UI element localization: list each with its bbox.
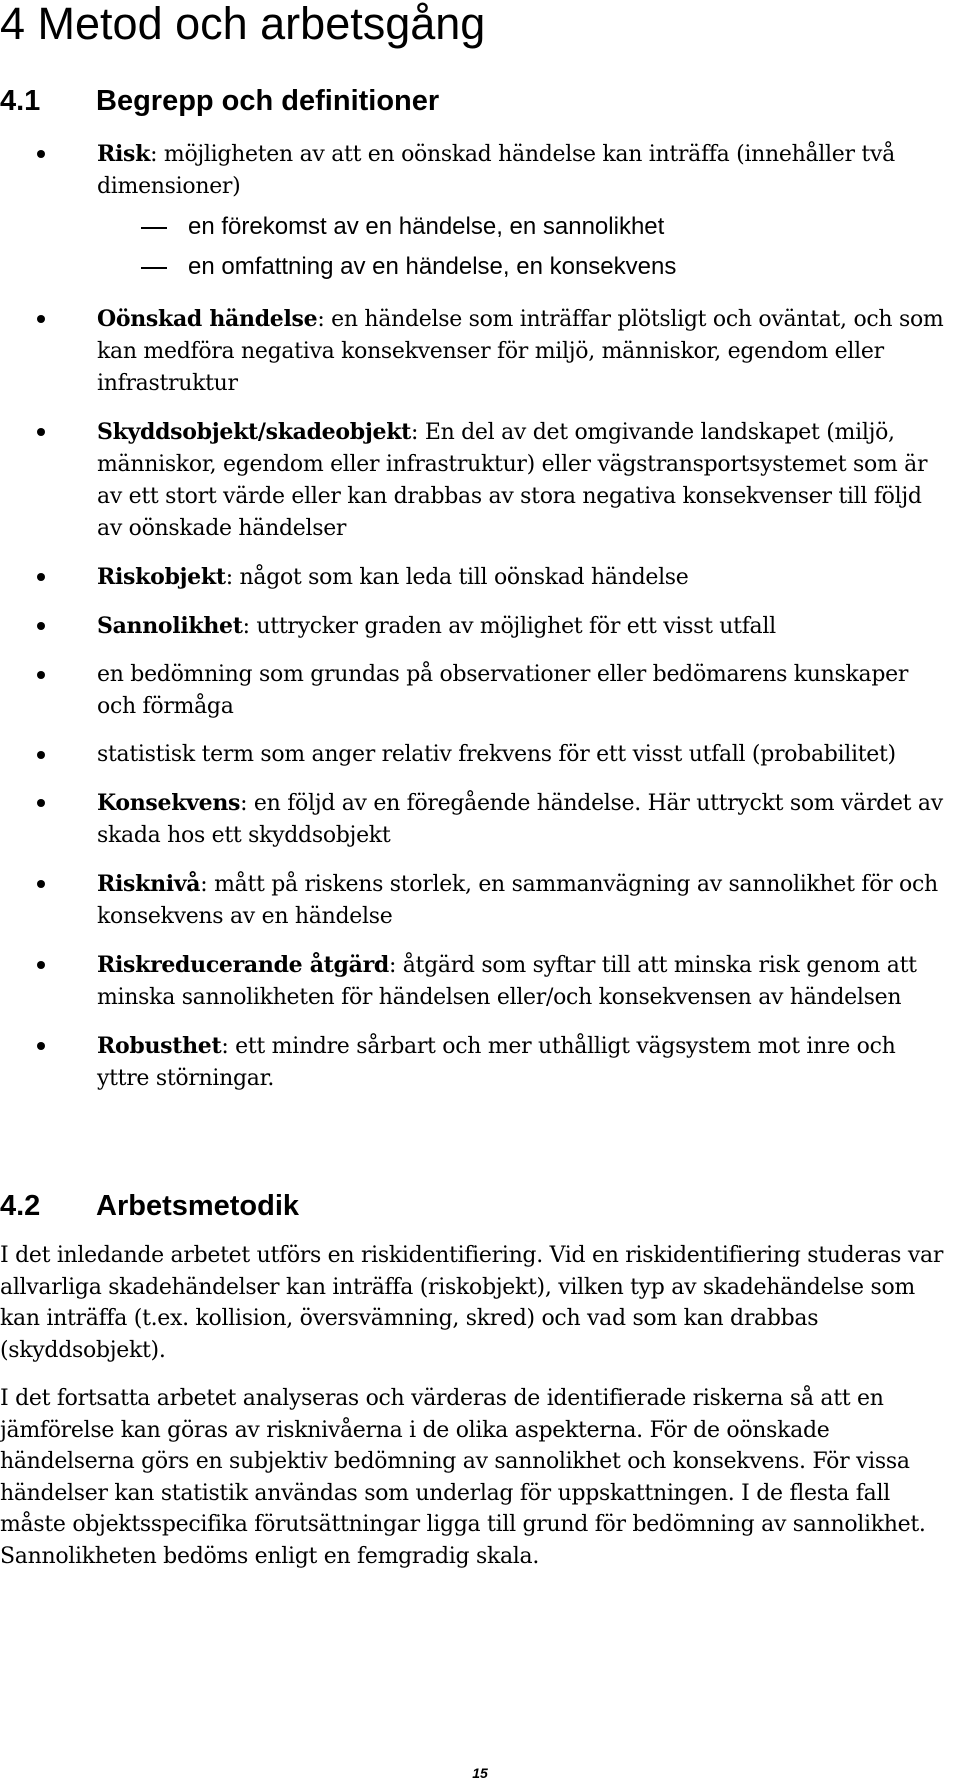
definition-term: Riskreducerande åtgärd	[97, 952, 389, 978]
body-paragraph: I det fortsatta arbetet analyseras och värderas de identifierade riskerna så att en jämförelse kan göras av risknivåerna i de olika aspekterna. För de oönskade händelserna görs en subjektiv bedömning av sannolikhet och konsekvens. För vissa händelser kan statistik användas som underlag för uppskattningen. I de flesta fall måste objektsspecifika förutsättningar ligga till grund för bedömning av sannolikhet. Sannolikheten bedöms enligt en femgradig skala.	[0, 1386, 926, 1569]
definition-term: Sannolikhet	[97, 613, 243, 639]
definition-text: : ett mindre sårbart och mer uthålligt vägsystem mot inre och yttre störningar.	[97, 1034, 896, 1091]
sub-list	[97, 207, 947, 287]
dash-icon	[141, 227, 167, 229]
sub-list-item	[97, 207, 947, 247]
sub-list-item	[97, 247, 947, 287]
definition-text: : uttrycker graden av möjlighet för ett visst utfall	[242, 614, 776, 639]
list-item	[0, 949, 947, 1014]
definition-text: : en följd av en föregående händelse. Här uttryckt som värdet av skada hos ett skyddsobjekt	[97, 791, 943, 848]
section-number: 4.2	[0, 1190, 41, 1222]
sub-item-text: en omfattning av en händelse, en konsekvens	[188, 253, 677, 280]
bullet-icon	[37, 880, 45, 888]
list-item	[0, 138, 947, 287]
definition-term: Konsekvens	[97, 790, 241, 816]
definition-term: Risk	[97, 141, 151, 167]
section-title: Begrepp och definitioner	[96, 85, 440, 117]
bullet-icon	[37, 1042, 45, 1050]
sub-item-text: en förekomst av en händelse, en sannolikhet	[188, 213, 665, 240]
section-number: 4.1	[0, 85, 41, 117]
bullet-icon	[37, 751, 45, 759]
section-heading-4-2	[0, 1189, 940, 1223]
list-item	[0, 739, 947, 771]
bullet-icon	[37, 150, 45, 158]
bullet-icon	[37, 799, 45, 807]
list-item	[0, 1030, 947, 1095]
definition-term: Oönskad händelse	[97, 306, 318, 332]
definition-text: en bedömning som grundas på observationer eller bedömarens kunskaper och förmåga	[97, 662, 909, 719]
section-heading-4-1	[0, 84, 940, 118]
list-item	[0, 561, 947, 594]
definition-text: : något som kan leda till oönskad händelse	[225, 565, 689, 590]
definition-term: Risknivå	[97, 871, 201, 897]
definition-text: : mått på riskens storlek, en sammanvägning av sannolikhet för och konsekvens av en händelse	[97, 872, 938, 929]
list-item	[0, 787, 947, 852]
definition-term: Riskobjekt	[97, 564, 226, 590]
definition-text: : en händelse som inträffar plötsligt och oväntat, och som kan medföra negativa konsekvenser för miljö, människor, egendom eller infrastruktur	[97, 307, 944, 396]
definition-term: Skyddsobjekt/skadeobjekt	[97, 419, 412, 445]
definition-text: : åtgärd som syftar till att minska risk genom att minska sannolikheten för händelsen eller/och konsekvensen av händelsen	[97, 953, 917, 1010]
bullet-icon	[37, 428, 45, 436]
page-number: 15	[472, 1765, 488, 1781]
bullet-icon	[37, 573, 45, 581]
list-item	[0, 868, 947, 933]
definition-term: Robusthet	[97, 1033, 222, 1059]
bullet-icon	[37, 315, 45, 323]
bullet-icon	[37, 961, 45, 969]
section-title: Arbetsmetodik	[96, 1190, 300, 1222]
list-item	[0, 303, 947, 400]
list-item	[0, 416, 947, 545]
body-paragraph: I det inledande arbetet utförs en riskidentifiering. Vid en riskidentifiering studeras var allvarliga skadehändelser kan inträffa (riskobjekt), vilken typ av skadehändelse som kan inträffa (t.ex. kollision, översvämning, skred) och vad som kan drabbas (skyddsobjekt).	[0, 1243, 944, 1363]
bullet-icon	[37, 622, 45, 630]
dash-icon	[141, 267, 167, 269]
bullet-icon	[37, 671, 45, 679]
list-item	[0, 610, 947, 643]
definition-text: : En del av det omgivande landskapet (miljö, människor, egendom eller infrastruktur) eller vägstransportsystemet som är av ett stort värde eller kan drabbas av stora negativa konsekvenser till följd av oönskade händelser	[97, 420, 928, 541]
list-item	[0, 659, 947, 723]
definitions-list	[0, 138, 960, 1111]
definition-text: : möjligheten av att en oönskad händelse kan inträffa (innehåller två dimensioner)	[97, 142, 895, 199]
chapter-heading: 4 Metod och arbetsgång	[0, 0, 486, 49]
definition-text: statistisk term som anger relativ frekvens för ett visst utfall (probabilitet)	[97, 742, 896, 767]
